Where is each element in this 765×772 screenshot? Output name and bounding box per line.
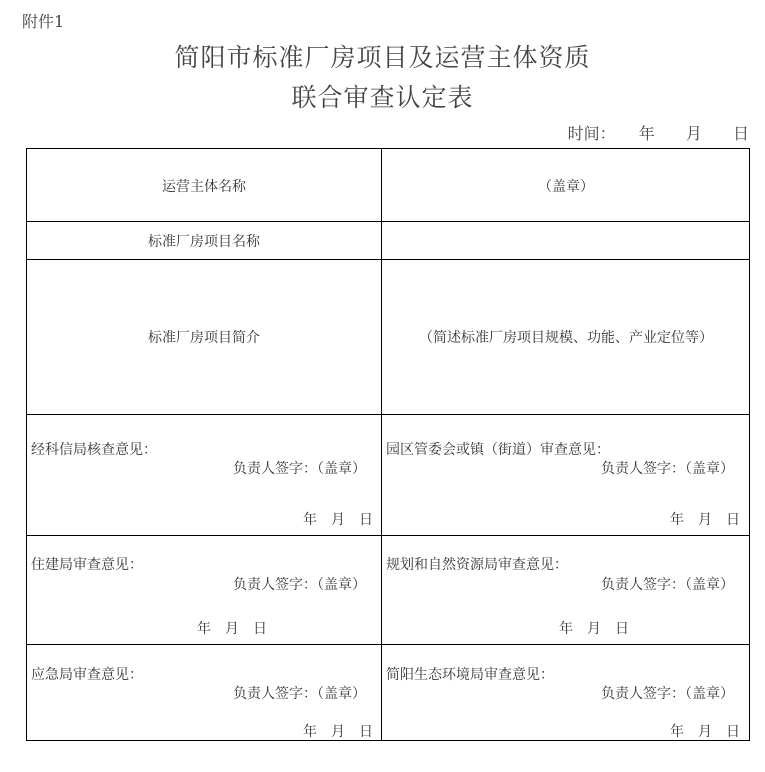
date-year: 年	[638, 124, 655, 143]
header-date-line	[568, 121, 749, 144]
operator-seal-value: （盖章）	[538, 179, 594, 195]
planning-signature: 负责人签字：（盖章）	[601, 577, 734, 593]
project-intro-value: （简述标准厂房项目规模、功能、产业定位等）	[419, 330, 713, 346]
date-day: 日	[359, 724, 373, 740]
date-month: 月	[331, 724, 345, 740]
row-divider	[27, 259, 749, 260]
row-divider	[27, 644, 749, 645]
date-month: 月	[331, 512, 345, 528]
attachment-label: 附件1	[22, 12, 65, 31]
document-title-line2: 联合审查认定表	[291, 83, 474, 112]
housing-bureau-review-label: 住建局审查意见：	[31, 557, 143, 573]
review-table	[26, 148, 750, 741]
operator-name-label: 运营主体名称	[162, 179, 246, 195]
date-year: 年	[303, 512, 317, 528]
planning-bureau-review-label: 规划和自然资源局审查意见：	[386, 557, 568, 573]
date-day: 日	[726, 512, 740, 528]
economic-bureau-review-label: 经科信局核查意见：	[31, 442, 157, 458]
row-divider	[27, 535, 749, 536]
date-month: 月	[225, 621, 239, 637]
date-month: 月	[587, 621, 601, 637]
column-divider	[381, 149, 382, 740]
emergency-date	[289, 721, 373, 741]
ecology-signature: 负责人签字：（盖章）	[601, 686, 734, 702]
project-name-value[interactable]	[399, 227, 734, 253]
date-month: 月	[698, 512, 712, 528]
planning-date	[545, 618, 629, 638]
row-divider	[27, 414, 749, 415]
project-name-label: 标准厂房项目名称	[148, 234, 260, 250]
date-day: 日	[359, 512, 373, 528]
date-day: 日	[732, 124, 749, 143]
ecology-date	[656, 721, 740, 741]
date-year: 年	[559, 621, 573, 637]
date-year: 年	[303, 724, 317, 740]
economic-date	[289, 509, 373, 529]
emergency-signature: 负责人签字：（盖章）	[233, 686, 366, 702]
emergency-bureau-review-label: 应急局审查意见：	[31, 667, 143, 683]
park-date	[656, 509, 740, 529]
date-day: 日	[253, 621, 267, 637]
date-label: 时间：	[567, 124, 616, 143]
row-divider	[27, 221, 749, 222]
date-month: 月	[698, 724, 712, 740]
housing-signature: 负责人签字：（盖章）	[233, 577, 366, 593]
date-year: 年	[197, 621, 211, 637]
date-day: 日	[615, 621, 629, 637]
document-title-line1: 简阳市标准厂房项目及运营主体资质	[174, 43, 591, 72]
date-day: 日	[726, 724, 740, 740]
date-month: 月	[685, 124, 702, 143]
project-intro-label: 标准厂房项目简介	[148, 330, 260, 346]
date-year: 年	[670, 512, 684, 528]
housing-date	[183, 618, 267, 638]
park-committee-review-label: 园区管委会或镇（街道）审查意见：	[386, 442, 610, 458]
economic-signature: 负责人签字：（盖章）	[233, 461, 366, 477]
park-signature: 负责人签字：（盖章）	[601, 461, 734, 477]
date-year: 年	[670, 724, 684, 740]
ecology-bureau-review-label: 简阳生态环境局审查意见：	[386, 667, 554, 683]
